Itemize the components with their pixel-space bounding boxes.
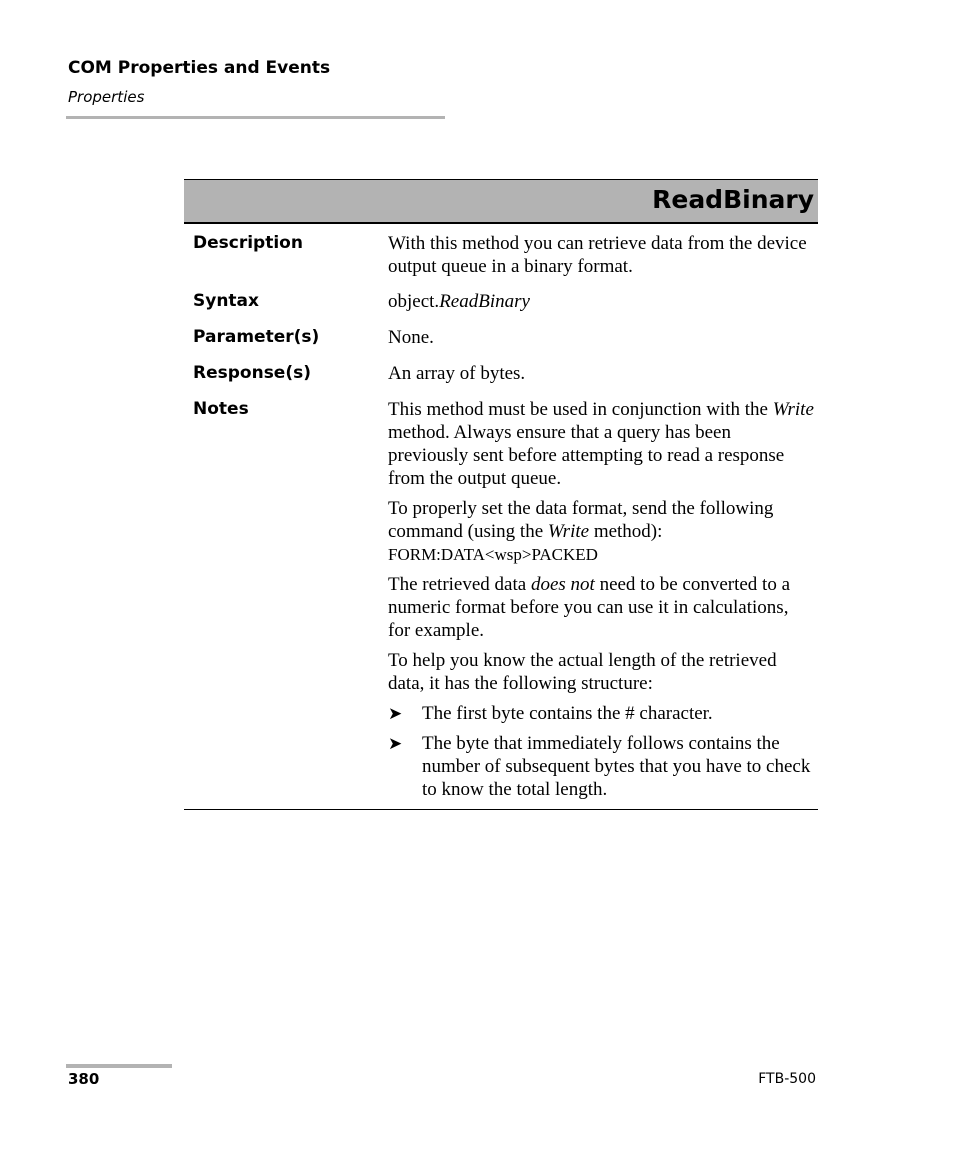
- notes-row: [184, 398, 818, 809]
- footer-divider: [66, 1064, 172, 1068]
- list-item-text: The byte that immediately follows contains the number of subsequent bytes that you have to check to know the total length.: [422, 733, 811, 800]
- section-subtitle: Properties: [68, 88, 145, 106]
- notes-text: The retrieved data: [388, 574, 531, 595]
- responses-label: Response(s): [193, 363, 311, 383]
- notes-text: To properly set the data format, send the following command (using the: [388, 498, 774, 542]
- notes-text: need to be converted to a numeric format before you can use it in calculations, for example.: [388, 574, 791, 641]
- page-number: 380: [68, 1070, 100, 1088]
- product-name: FTB-500: [758, 1071, 816, 1087]
- notes-paragraph: [388, 398, 814, 490]
- method-table: [184, 179, 818, 810]
- notes-value: [388, 398, 818, 801]
- description-value: With this method you can retrieve data from the device output queue in a binary format.: [388, 233, 807, 277]
- notes-emphasis: Write: [547, 521, 590, 542]
- syntax-value: [388, 290, 818, 313]
- list-item: [388, 702, 814, 725]
- responses-value: An array of bytes.: [388, 363, 526, 384]
- syntax-prefix: object.: [388, 291, 440, 312]
- notes-text: method. Always ensure that a query has been previously sent before attempting to read a response from the output queue.: [388, 422, 785, 489]
- description-label: Description: [193, 233, 303, 253]
- parameters-value: None.: [388, 327, 434, 348]
- method-title: ReadBinary: [652, 185, 814, 214]
- notes-command: FORM:DATA<wsp>PACKED: [388, 545, 598, 564]
- list-item: [388, 732, 814, 801]
- syntax-label: Syntax: [193, 291, 259, 311]
- section-title: COM Properties and Events: [68, 58, 331, 78]
- responses-row: [184, 362, 818, 385]
- header-divider: [66, 116, 445, 119]
- parameters-label: Parameter(s): [193, 327, 320, 347]
- arrow-bullet-icon: ➤: [388, 734, 403, 753]
- parameters-row: [184, 326, 818, 349]
- syntax-method-name: ReadBinary: [439, 291, 530, 312]
- notes-emphasis: does not: [530, 574, 595, 595]
- notes-label: Notes: [193, 399, 249, 419]
- notes-paragraph: [388, 573, 814, 642]
- notes-text: method):: [589, 521, 663, 542]
- arrow-bullet-icon: ➤: [388, 704, 403, 723]
- notes-paragraph: To help you know the actual length of the retrieved data, it has the following structure:: [388, 650, 777, 694]
- notes-emphasis: Write: [772, 399, 814, 420]
- syntax-row: [184, 290, 818, 313]
- notes-paragraph: [388, 497, 814, 566]
- notes-text: This method must be used in conjunction with the: [388, 399, 773, 420]
- list-item-text: The first byte contains the # character.: [422, 703, 713, 724]
- description-row: [184, 232, 818, 278]
- method-title-bar: [184, 179, 818, 224]
